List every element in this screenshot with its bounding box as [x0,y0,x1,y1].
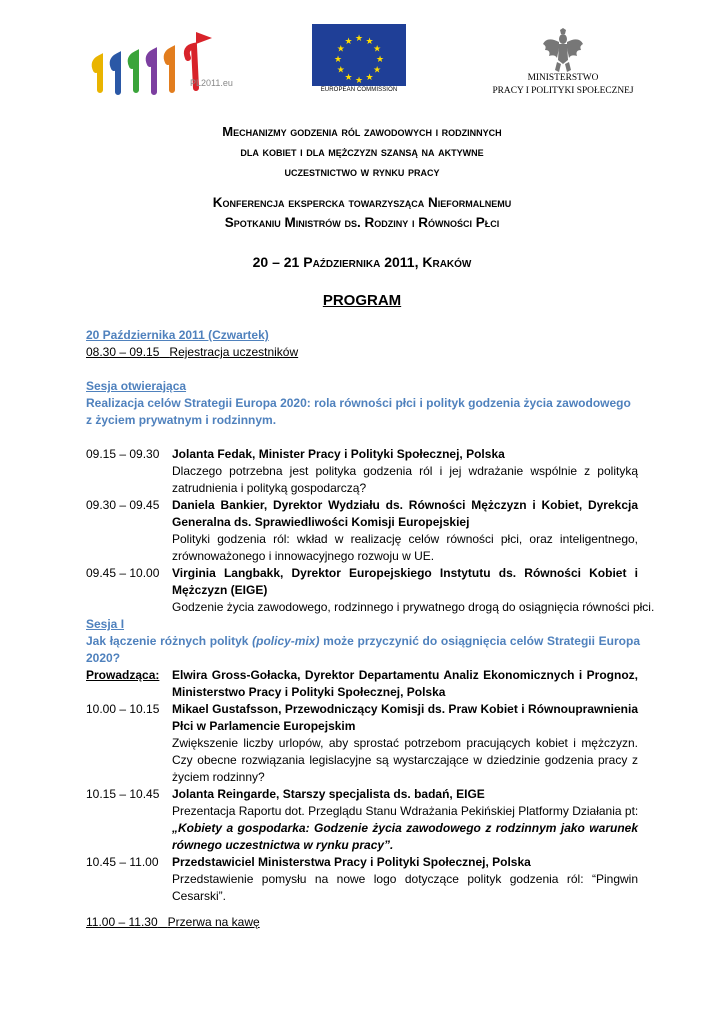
item-time: 09.45 – 10.00 [86,566,160,580]
subtitle-line2: Spotkaniu Ministrów ds. Rodziny i Równości Płci [224,215,500,230]
topic-line1: Mechanizmy godzenia ról zawodowych i rodzinnych [222,124,502,139]
svg-text:★: ★ [333,55,343,65]
svg-text:★: ★ [336,65,345,76]
opening-session-topic: Realizacja celów Strategii Europa 2020: rola równości płci i polityk godzenia życia zawodowego z życiem prywatnym i rodzinnym. [86,396,631,427]
svg-text:★: ★ [354,34,364,44]
chair-label: Prowadząca: [86,668,160,682]
registration-row [86,344,298,361]
svg-text:★: ★ [373,65,382,76]
pl2011-logo [88,28,238,98]
program-heading: PROGRAM [322,292,402,309]
break-label: Przerwa na kawę [167,915,260,929]
svg-text:★: ★ [373,44,382,55]
registration-time: 08.30 – 09.15 [86,345,160,359]
svg-text:★: ★ [354,76,364,86]
opening-session-label: Sesja otwierająca [86,379,187,393]
svg-text:PL2011.eu: PL2011.eu [190,78,233,88]
item-description: Przedstawienie pomysłu na nowe logo dotyczące polityk godzenia ról: “Pingwin Cesarski”. [172,872,638,903]
item-description: Prezentacja Raportu dot. Przeglądu Stanu Wdrażania Pekińskiej Platformy Działania pt: [172,804,639,818]
svg-text:★: ★ [344,73,353,84]
eu-stars-icon [312,24,406,86]
item-time: 09.15 – 09.30 [86,447,160,461]
session1-topic-start: Jak łączenie różnych polityk [86,634,253,648]
day-heading: 20 Października 2011 (Czwartek) [86,328,269,342]
svg-text:★: ★ [344,36,353,47]
item-time: 09.30 – 09.45 [86,498,160,512]
item-description: Zwiększenie liczby urlopów, aby sprostać potrzebom pracujących kobiet i mężczyzn. Czy obecne rozwiązania legislacyjne są wystarczające w dziedzinie godzenia pracy z życiem rodzinny? [172,736,638,784]
svg-text:★: ★ [375,55,385,65]
item-time: 10.45 – 11.00 [86,855,159,869]
registration-label: Rejestracja uczestników [169,345,299,359]
ministry-line2: PRACY I POLITYKI SPOŁECZNEJ [492,86,634,96]
svg-text:★: ★ [365,73,374,84]
break-row [86,914,260,931]
session1-topic-end: może przyczynić do osiągnięcia celów Strategii Europa 2020? [86,634,640,665]
topic-line3: uczestnictwo w rynku pracy [284,164,440,179]
item-speaker: Virginia Langbakk, Dyrektor Europejskiego Instytutu ds. Równości Kobiet i Mężczyzn (EIGE) [172,566,638,597]
svg-text:★: ★ [365,36,374,47]
item-speaker: Daniela Bankier, Dyrektor Wydziału ds. Równości Mężczyzn i Kobiet, Dyrekcja Generalna ds. Sprawiedliwości Komisji Europejskiej [172,498,638,529]
ministry-line1: MINISTERSTWO [527,73,599,83]
flag-icon [196,32,212,44]
svg-text:★: ★ [336,44,345,55]
chair-name: Elwira Gross-Gołacka, Dyrektor Departamentu Analiz Ekonomicznych i Prognoz, Ministerstwo Pracy i Polityki Społecznej, Polska [172,668,638,699]
break-time: 11.00 – 11.30 [86,915,158,929]
session1-topic [86,633,640,667]
item-description: Polityki godzenia ról: wkład w realizację celów równości płci, oraz inteligentnego, zrównoważonego i innowacyjnego rozwoju w UE. [172,532,638,563]
item-speaker: Mikael Gustafsson, Przewodniczący Komisji ds. Praw Kobiet i Równouprawnienia Płci w Parlamencie Europejskim [172,702,638,733]
session1-topic-italic: (policy-mix) [252,634,320,648]
item-description-italic: „Kobiety a gospodarka: Godzenie życia zawodowego z rodzinnym jako warunek równego uczestnictwa w rynku pracy”. [172,821,638,852]
eu-flag [312,24,406,86]
conference-topic [0,122,724,182]
item-time: 10.15 – 10.45 [86,787,160,801]
eu-caption: EUROPEAN COMMISSION [320,87,398,93]
item-speaker: Przedstawiciel Ministerstwa Pracy i Polityki Społecznej, Polska [172,855,531,869]
item-description: Godzenie życia zawodowego, rodzinnego i prywatnego drogą do osiągnięcia równości płci. [172,600,655,614]
item-speaker: Jolanta Reingarde, Starszy specjalista ds. badań, EIGE [172,787,485,801]
subtitle-line1: Konferencja ekspercka towarzysząca Nieformalnemu [212,195,512,210]
session1-label: Sesja I [86,617,125,631]
item-speaker: Jolanta Fedak, Minister Pracy i Polityki Społecznej, Polska [172,447,505,461]
ministry-name [470,72,656,98]
polish-eagle-icon [541,28,585,74]
conference-subtitle [0,193,724,233]
date-place: 20 – 21 Października 2011, Kraków [252,254,472,270]
item-time: 10.00 – 10.15 [86,702,160,716]
item-description: Dlaczego potrzebna jest polityka godzenia ról i jej wdrażanie wspólnie z polityką zatrudnienia i polityką gospodarczą? [172,464,638,495]
topic-line2: dla kobiet i dla mężczyzn szansą na aktywne [240,144,484,159]
